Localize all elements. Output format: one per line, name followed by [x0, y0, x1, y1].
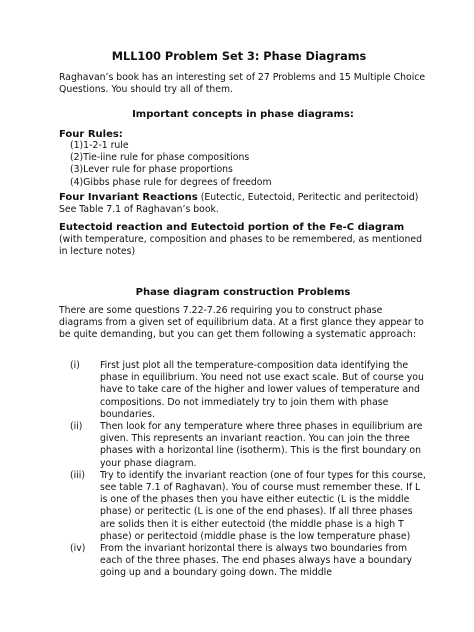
rule-number: (4) — [70, 176, 84, 188]
step-number: (iii) — [70, 469, 86, 481]
eutectoid-paragraph — [59, 222, 427, 259]
invariant-reactions-heading: Four Invariant Reactions — [59, 192, 198, 203]
rule-text: Tie-iine rule for phase compositions — [83, 152, 250, 164]
step-item — [70, 421, 430, 470]
invariant-reactions-paragraph — [59, 192, 427, 216]
rule-number: (1) — [70, 140, 84, 151]
step-text: Try to identify the invariant reaction (one of four types for this course, see table 7.1 of Raghavan). You of course must remember these. If L is one of the phases then you have either eutectic (L is the middle phase) or peritectic (L is one of the end phases). If all three phases are solids then it is either eutectoid (the middle phase is a high T phase) or peritectoid (middle phase is the low temperature phase) — [100, 469, 426, 542]
rule-item — [70, 152, 410, 164]
step-text: From the invariant horizontal there is always two boundaries from each of the three phases. The end phases always have a boundary going up and a boundary going down. The middle — [100, 543, 413, 579]
concepts-heading: Important concepts in phase diagrams: — [132, 109, 354, 120]
rule-number: (2) — [70, 152, 84, 164]
step-number: (iv) — [70, 543, 86, 555]
invariant-reactions-text: (Eutectic, Eutectoid, Peritectic and peritectoid) See Table 7.1 of Raghavan’s book. — [59, 192, 419, 216]
rule-item — [70, 177, 410, 189]
construction-intro: There are some questions 7.22-7.26 requiring you to construct phase diagrams from a given set of equilibrium data. At a first glance they appear to be quite demanding, but you can get them following a systematic approach: — [59, 305, 424, 341]
four-rules-heading: Four Rules: — [59, 129, 123, 140]
eutectoid-heading: Eutectoid reaction and Eutectoid portion of the Fe-C diagram — [59, 222, 405, 233]
four-rules-list — [70, 140, 410, 189]
step-number: (i) — [70, 360, 80, 371]
step-number: (ii) — [70, 421, 83, 433]
step-item — [70, 543, 430, 580]
step-item — [70, 470, 430, 543]
page-title: MLL100 Problem Set 3: Phase Diagrams — [111, 50, 367, 63]
rule-number: (3) — [70, 164, 84, 176]
eutectoid-text: (with temperature, composition and phases to be remembered, as mentioned in lecture notes) — [59, 234, 422, 258]
construction-heading: Phase diagram construction Problems — [135, 287, 351, 298]
step-text: Then look for any temperature where three phases in equilibrium are given. This represents an invariant reaction. You can join the three phases with a horizontal line (isotherm). This is the first boundary on your phase diagram. — [100, 421, 423, 469]
step-item — [70, 360, 430, 421]
rule-item — [70, 140, 410, 152]
rule-text: Lever rule for phase proportions — [83, 164, 233, 176]
rule-item — [70, 164, 410, 176]
step-text: First just plot all the temperature-composition data identifying the phase in equilibrium. You need not use exact scale. But of course you have to take care of the higher and lower values of temperature and compositions. Do not immediately try to join them with phase boundaries. — [100, 360, 424, 420]
construction-steps-list — [70, 360, 430, 580]
rule-text: Gibbs phase rule for degrees of freedom — [83, 176, 272, 188]
rule-text: 1-2-1 rule — [83, 140, 129, 151]
intro-paragraph: Raghavan’s book has an interesting set of 27 Problems and 15 Multiple Choice Questions. You should try all of them. — [59, 72, 426, 96]
